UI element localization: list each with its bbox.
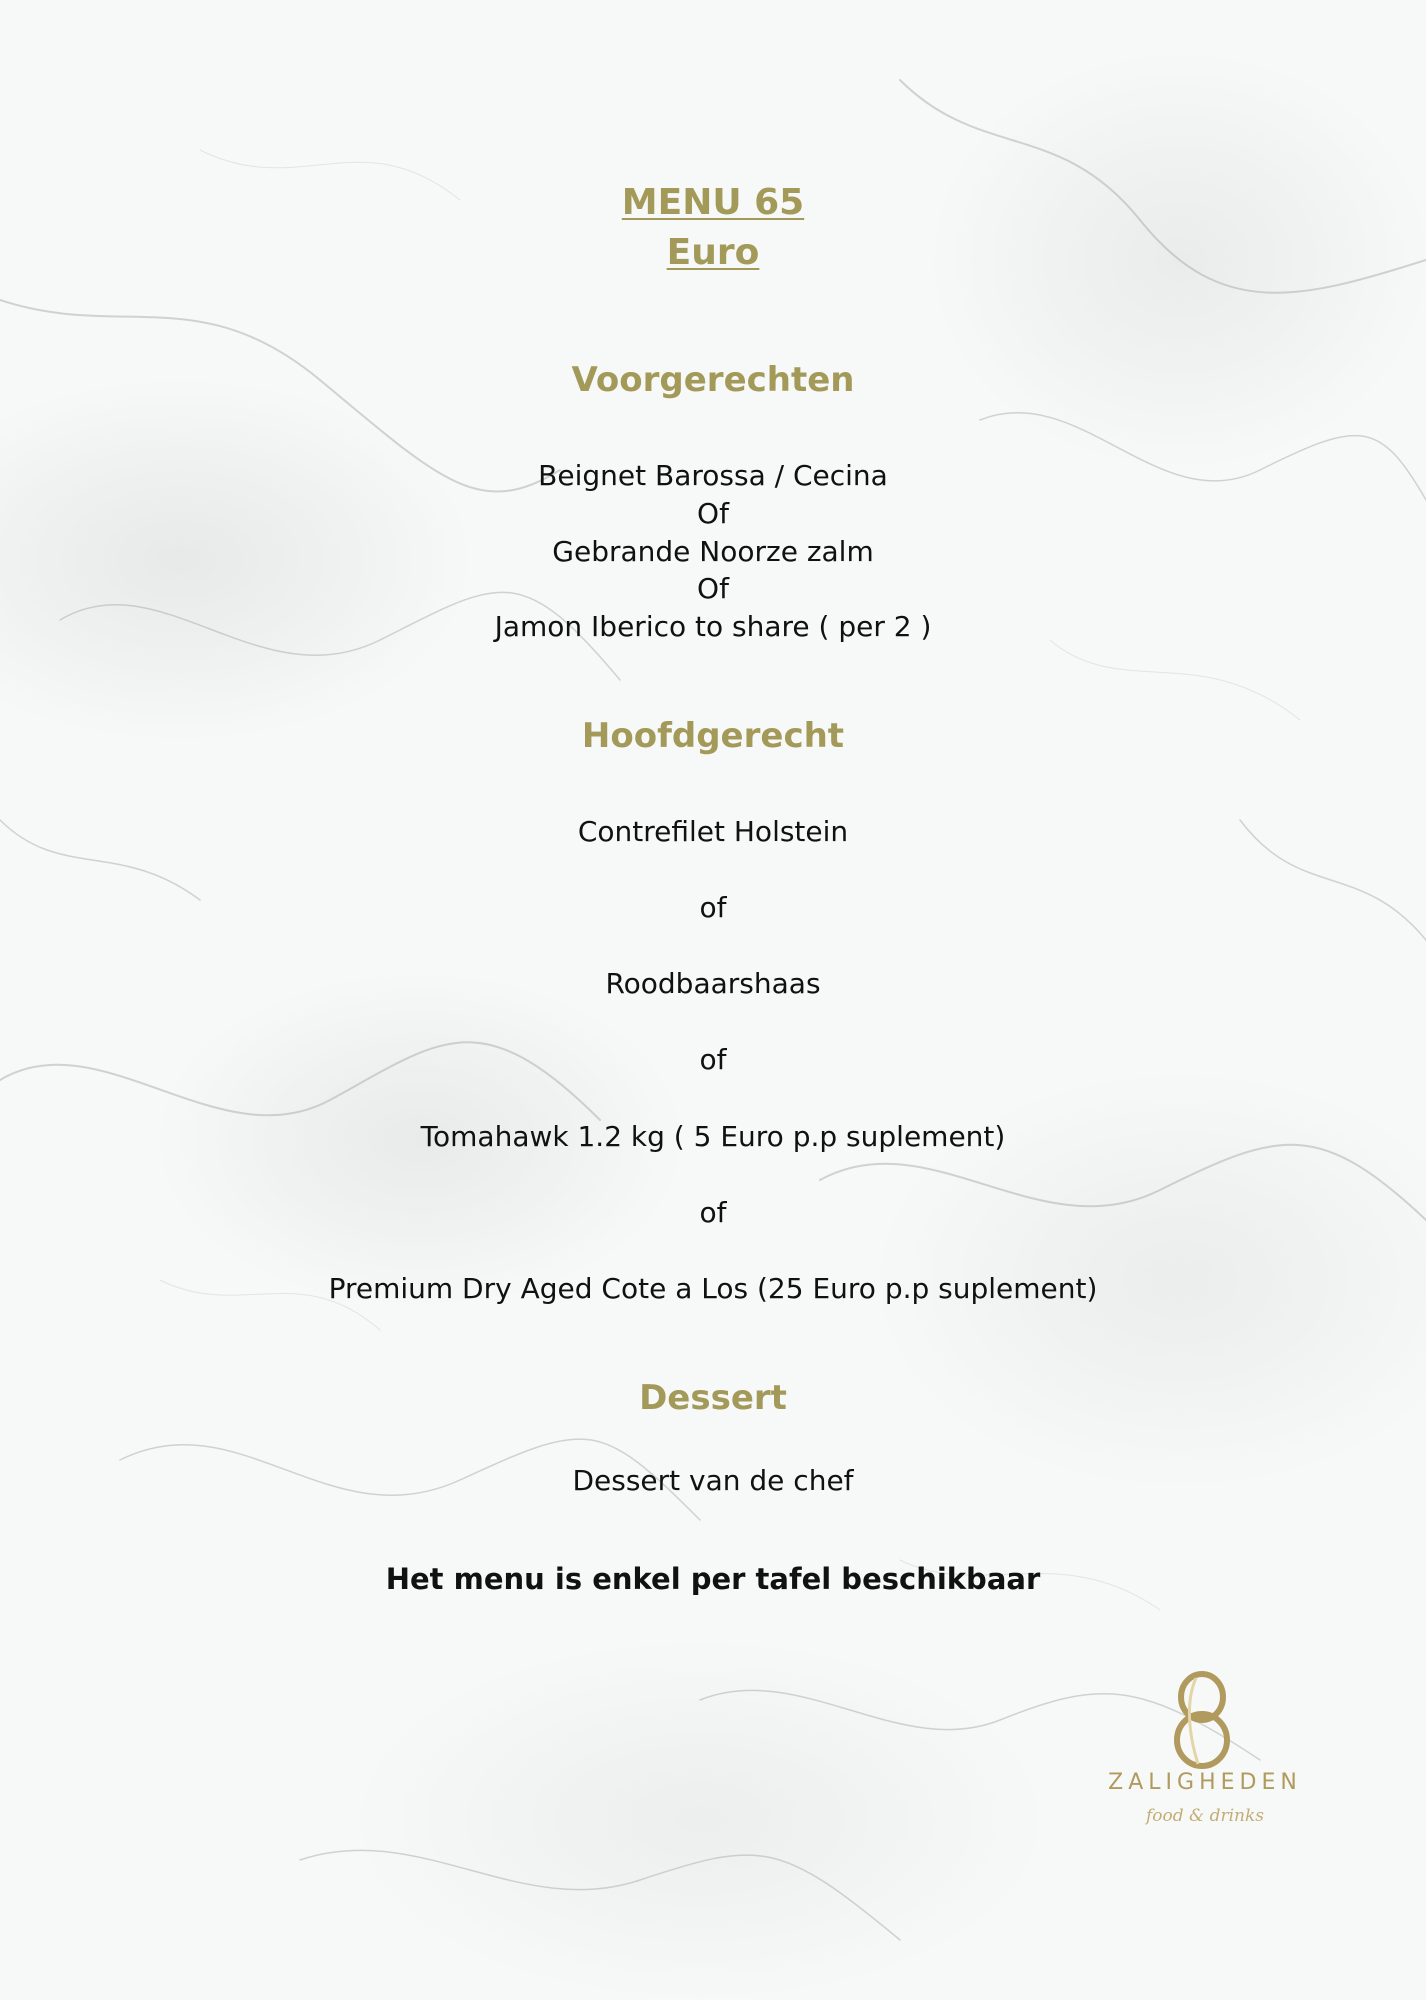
section-heading-dessert: Dessert bbox=[639, 1378, 787, 1418]
restaurant-logo bbox=[1090, 1670, 1320, 1845]
starter-separator: Of bbox=[697, 572, 729, 605]
dessert-item: Dessert van de chef bbox=[572, 1464, 854, 1497]
main-item: Contrefilet Holstein bbox=[577, 815, 849, 848]
starter-item: Beignet Barossa / Cecina bbox=[538, 459, 888, 492]
starter-separator: Of bbox=[697, 497, 729, 530]
main-separator: of bbox=[699, 1196, 727, 1229]
starter-item: Gebrande Noorze zalm bbox=[552, 535, 874, 568]
menu-price-currency: Euro bbox=[666, 232, 760, 273]
logo-figure-eight-icon bbox=[1090, 1670, 1320, 1770]
main-separator: of bbox=[699, 1043, 727, 1076]
section-heading-main: Hoofdgerecht bbox=[581, 716, 845, 756]
menu-title: MENU 65 bbox=[621, 182, 805, 223]
starter-item: Jamon Iberico to share ( per 2 ) bbox=[494, 610, 932, 643]
main-separator: of bbox=[699, 891, 727, 924]
section-heading-starters: Voorgerechten bbox=[571, 360, 855, 400]
main-item: Premium Dry Aged Cote a Los (25 Euro p.p suplement) bbox=[328, 1272, 1098, 1305]
main-item: Tomahawk 1.2 kg ( 5 Euro p.p suplement) bbox=[420, 1120, 1006, 1153]
logo-wordmark: ZALIGHEDEN bbox=[1108, 1770, 1302, 1795]
availability-note: Het menu is enkel per tafel beschikbaar bbox=[385, 1562, 1041, 1596]
main-item: Roodbaarshaas bbox=[605, 967, 821, 1000]
logo-tagline: food & drinks bbox=[1145, 1806, 1264, 1826]
